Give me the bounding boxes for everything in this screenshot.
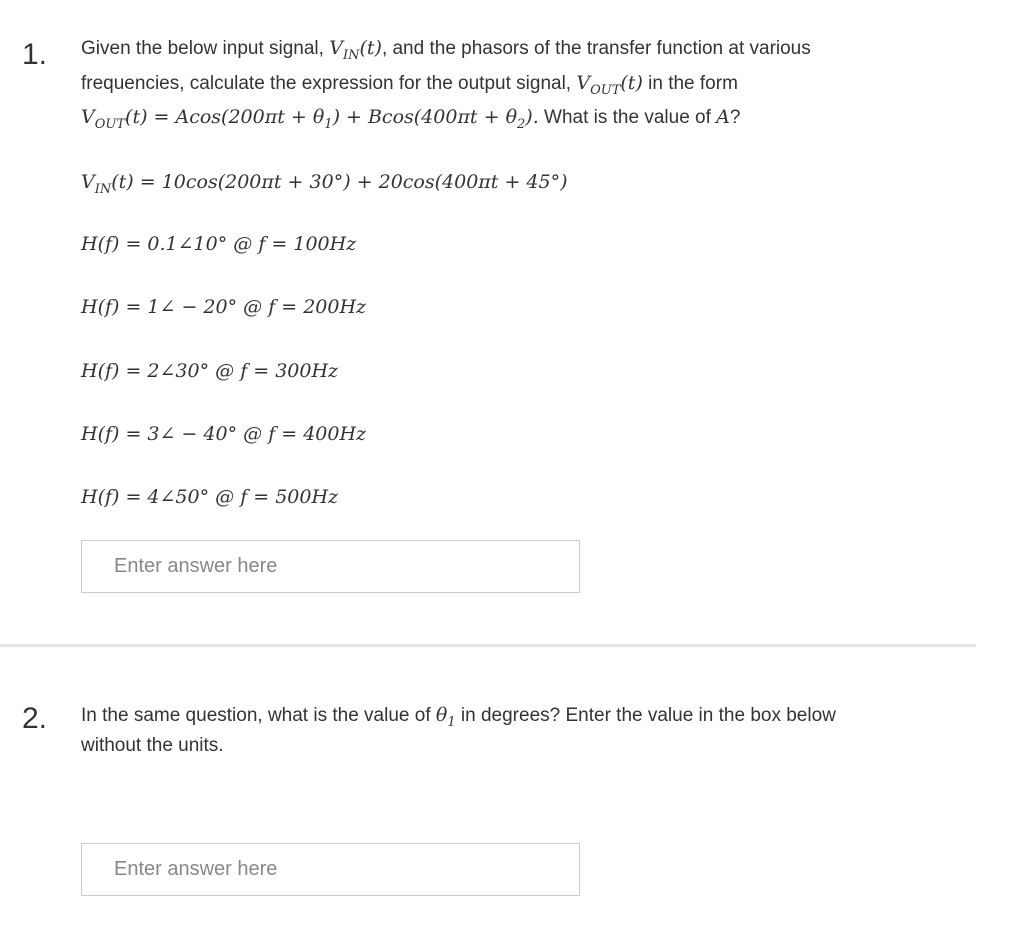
text: in degrees? Enter the value in the box below (455, 705, 836, 726)
phasor-equation: H(f) = 0.1∠10° @ f = 100Hz (81, 233, 357, 255)
question-text-line (81, 37, 811, 63)
question-number: 2. (22, 702, 48, 735)
math-var: $V_{IN}(t)$ (329, 37, 382, 63)
text: in the form (642, 73, 738, 94)
answer-input-2[interactable] (81, 843, 580, 896)
phasor-equation: H(f) = 1∠ − 20° @ f = 200Hz (81, 296, 367, 318)
math-var: A (716, 106, 730, 128)
math-var: $V_{OUT}(t)$ (576, 72, 643, 98)
text: Given the below input signal, (81, 38, 330, 59)
question-text-line (81, 106, 740, 132)
phasor-equation: H(f) = 4∠50° @ f = 500Hz (81, 486, 339, 508)
question-text-line (81, 72, 738, 98)
question-text-line (81, 704, 836, 730)
text: In the same question, what is the value of (81, 705, 436, 726)
input-signal-equation: $V_{IN}(t) = 10\cos(200\pi t + 30^\circ) + 20\cos(400\pi t + 45^\circ)$ (81, 171, 568, 197)
phasor-equation: H(f) = 2∠30° @ f = 300Hz (81, 360, 339, 382)
answer-input-1[interactable] (81, 540, 580, 593)
output-expression: $V_{OUT}(t) = Acos(200\pi t + \theta_1) + Bcos(400\pi t + \theta_2)$. (81, 106, 539, 132)
math-var: $\theta_1$ (435, 704, 456, 730)
text: frequencies, calculate the expression for the output signal, (81, 73, 577, 94)
text: What is the value of (538, 107, 717, 128)
question-text-line: without the units. (81, 735, 224, 756)
text: , and the phasors of the transfer function at various (381, 38, 811, 59)
phasor-equation: H(f) = 3∠ − 40° @ f = 400Hz (81, 423, 367, 445)
question-number: 1. (22, 38, 48, 71)
text: ? (729, 107, 741, 128)
divider (0, 644, 976, 647)
